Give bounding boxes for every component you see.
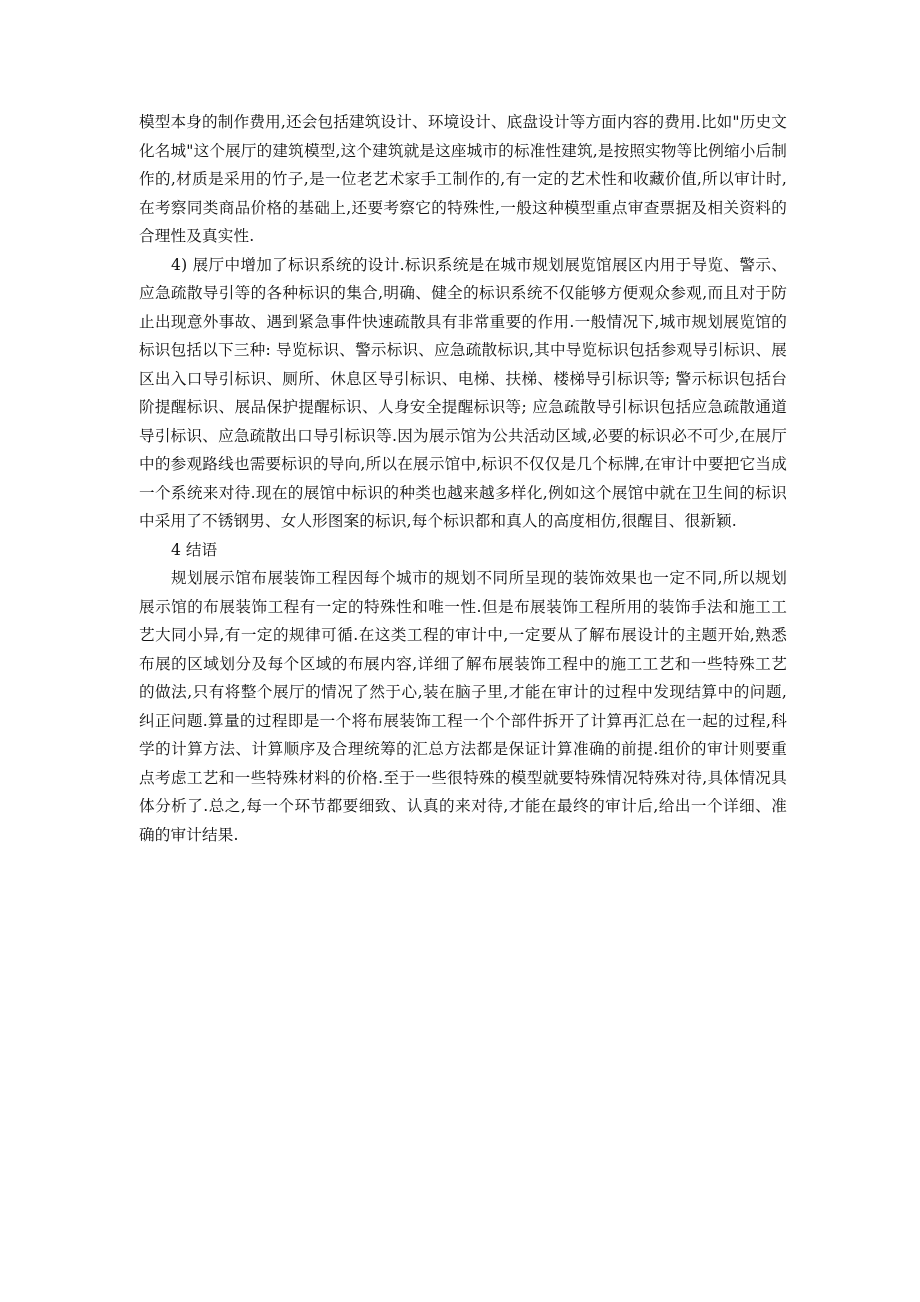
paragraph-conclusion: 规划展示馆布展装饰工程因每个城市的规划不同所呈现的装饰效果也一定不同,所以规划展示馆的布展装饰工程有一定的特殊性和唯一性.但是布展装饰工程所用的装饰手法和施工工艺大同小异,有一定的规律可循.在这类工程的审计中,一定要从了解布展设计的主题开始,熟悉布展的区域划分及每个区域的布展内容,详细了解布展装饰工程中的施工工艺和一些特殊工艺的做法,只有将整个展厅的情况了然于心,装在脑子里,才能在审计的过程中发现结算中的问题,纠正问题.算量的过程即是一个将布展装饰工程一个个部件拆开了计算再汇总在一起的过程,科学的计算方法、计算顺序及合理统筹的汇总方法都是保证计算准确的前提.组价的审计则要重点考虑工艺和一些特殊材料的价格.至于一些很特殊的模型就要特殊情况特殊对待,具体情况具体分析了.总之,每一个环节都要细致、认真的来对待,才能在最终的审计后,给出一个详细、准确的审计结果. (139, 569, 787, 844)
document-page (139, 108, 787, 849)
paragraph-model-cost: 模型本身的制作费用,还会包括建筑设计、环境设计、底盘设计等方面内容的费用.比如"历史文化名城"这个展厅的建筑模型,这个建筑就是这座城市的标准性建筑,是按照实物等比例缩小后制作的,材质是采用的竹子,是一位老艺术家手工制作的,有一定的艺术性和收藏价值,所以审计时,在考察同类商品价格的基础上,还要考察它的特殊性,一般这种模型重点审查票据及相关资料的合理性及真实性. (139, 113, 787, 245)
paragraph-signage-system: 4) 展厅中增加了标识系统的设计.标识系统是在城市规划展览馆展区内用于导览、警示、应急疏散导引等的各种标识的集合,明确、健全的标识系统不仅能够方便观众参观,而且对于防止出现意外事故、遇到紧急事件快速疏散具有非常重要的作用.一般情况下,城市规划展览馆的标识包括以下三种: 导览标识、警示标识、应急疏散标识,其中导览标识包括参观导引标识、展区出入口导引标识、厕所、休息区导引标识、电梯、扶梯、楼梯导引标识等; 警示标识包括台阶提醒标识、展品保护提醒标识、人身安全提醒标识等; 应急疏散导引标识包括应急疏散通道导引标识、应急疏散出口导引标识等.因为展示馆为公共活动区域,必要的标识必不可少,在展厅中的参观路线也需要标识的导向,所以在展示馆中,标识不仅仅是几个标牌,在审计中要把它当成一个系统来对待.现在的展馆中标识的种类也越来越多样化,例如这个展馆中就在卫生间的标识中采用了不锈钢男、女人形图案的标识,每个标识都和真人的高度相仿,很醒目、很新颖. (139, 255, 787, 530)
section-heading-conclusion: 4 结语 (171, 540, 218, 559)
